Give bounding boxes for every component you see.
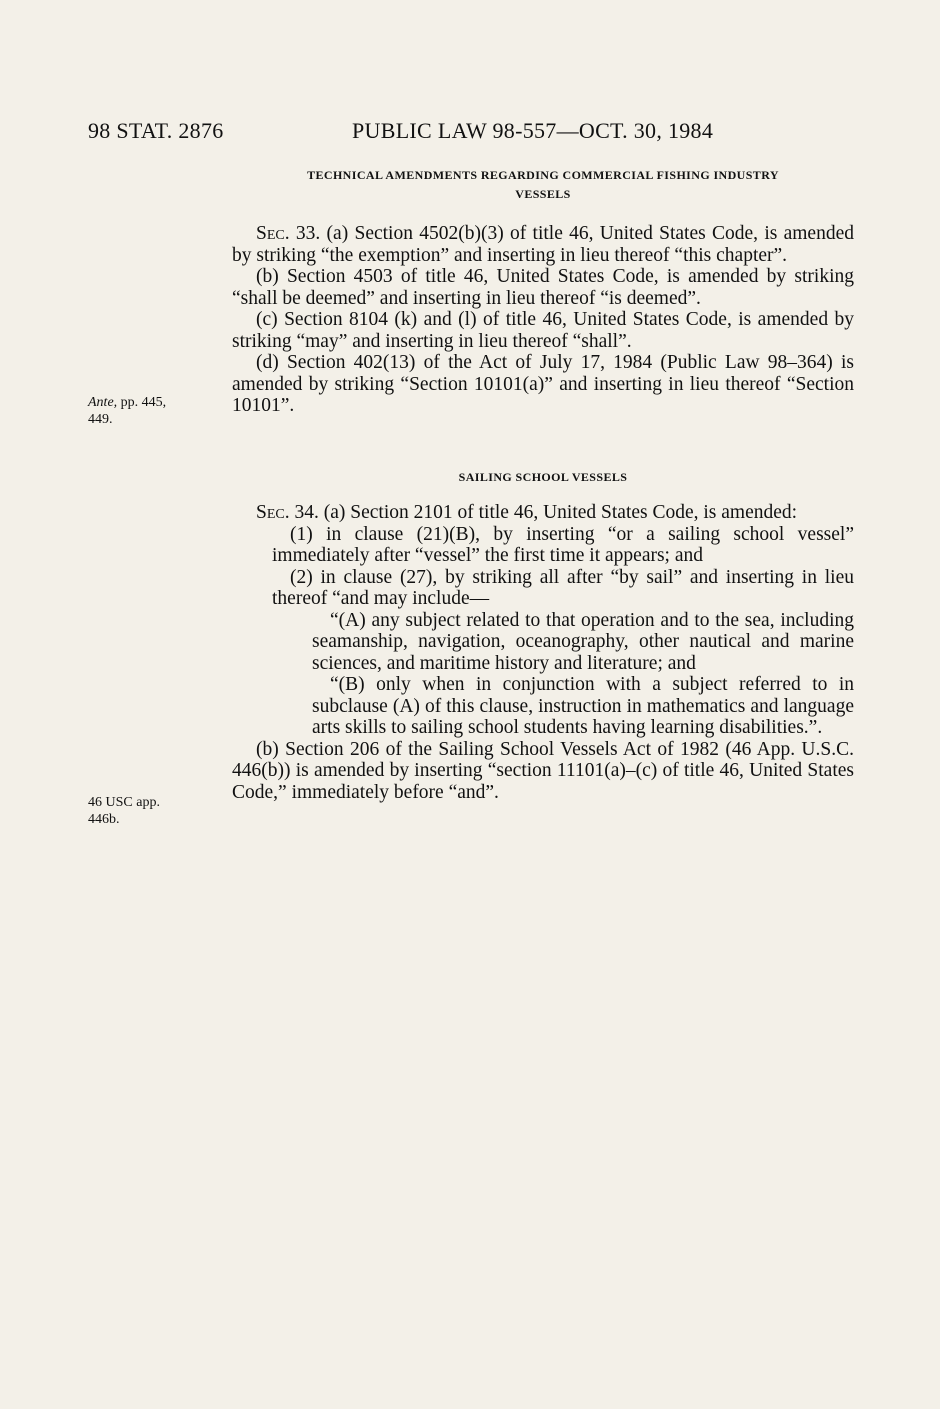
margin-note-ante	[88, 394, 206, 428]
section-33-para-b: (b) Section 4503 of title 46, United States Code, is amended by striking “shall be deemed” and inserting in lieu thereof “is deemed”.	[232, 266, 854, 309]
margin-note-usc	[88, 794, 206, 828]
clause-2: (2) in clause (27), by striking all after “by sail” and inserting in lieu thereof “and may include—	[272, 566, 854, 609]
section-33-para-c: (c) Section 8104 (k) and (l) of title 46, United States Code, is amended by striking “may” and inserting in lieu thereof “shall”.	[232, 309, 854, 352]
section-34-body	[232, 502, 854, 803]
section-33-para-a	[232, 223, 854, 266]
margin-note-usc-line2: 446b.	[88, 812, 120, 827]
section-33-heading	[232, 166, 854, 204]
margin-note-ante-pages: pp. 445,	[117, 395, 167, 410]
section-34-heading: SAILING SCHOOL VESSELS	[458, 470, 628, 484]
page-citation: 98 STAT. 2876	[88, 118, 224, 143]
section-33-heading-line2: VESSELS	[515, 187, 571, 201]
section-33-heading-line1: TECHNICAL AMENDMENTS REGARDING COMMERCIAL FISHING INDUSTRY	[307, 168, 779, 182]
section-34-para-a-text: . 34. (a) Section 2101 of title 46, United States Code, is amended:	[284, 502, 798, 523]
section-34-para-a	[232, 502, 854, 524]
margin-note-ante-italic: Ante,	[88, 395, 118, 410]
sec-label: Sec	[256, 502, 285, 523]
subclause-b: “(B) only when in conjunction with a subject referred to in subclause (A) of this clause, instruction in mathematics and language arts skills to sailing school students having learning disabilities.”.	[312, 674, 854, 738]
subclause-a: “(A) any subject related to that operation and to the sea, including seamanship, navigation, oceanography, other nautical and marine sciences, and maritime history and literature; and	[312, 609, 854, 674]
running-head: PUBLIC LAW 98-557—OCT. 30, 1984	[352, 118, 714, 143]
margin-note-usc-line1: 46 USC app.	[88, 795, 160, 810]
section-33-para-a-text: . 33. (a) Section 4502(b)(3) of title 46, United States Code, is amended by striking “the exemption” and inserting in lieu thereof “this chapter”.	[232, 223, 854, 266]
section-33-body	[232, 223, 854, 417]
sec-label: Sec	[256, 223, 285, 244]
margin-note-ante-line2: 449.	[88, 412, 113, 427]
section-34-para-b: (b) Section 206 of the Sailing School Vessels Act of 1982 (46 App. U.S.C. 446(b)) is amended by inserting “section 11101(a)–(c) of title 46, United States Code,” immediately before “and”.	[232, 738, 854, 803]
clause-1: (1) in clause (21)(B), by inserting “or a sailing school vessel” immediately after “vessel” the first time it appears; and	[272, 523, 854, 566]
section-33-para-d: (d) Section 402(13) of the Act of July 17, 1984 (Public Law 98–364) is amended by striking “Section 10101(a)” and inserting in lieu thereof “Section 10101”.	[232, 352, 854, 416]
